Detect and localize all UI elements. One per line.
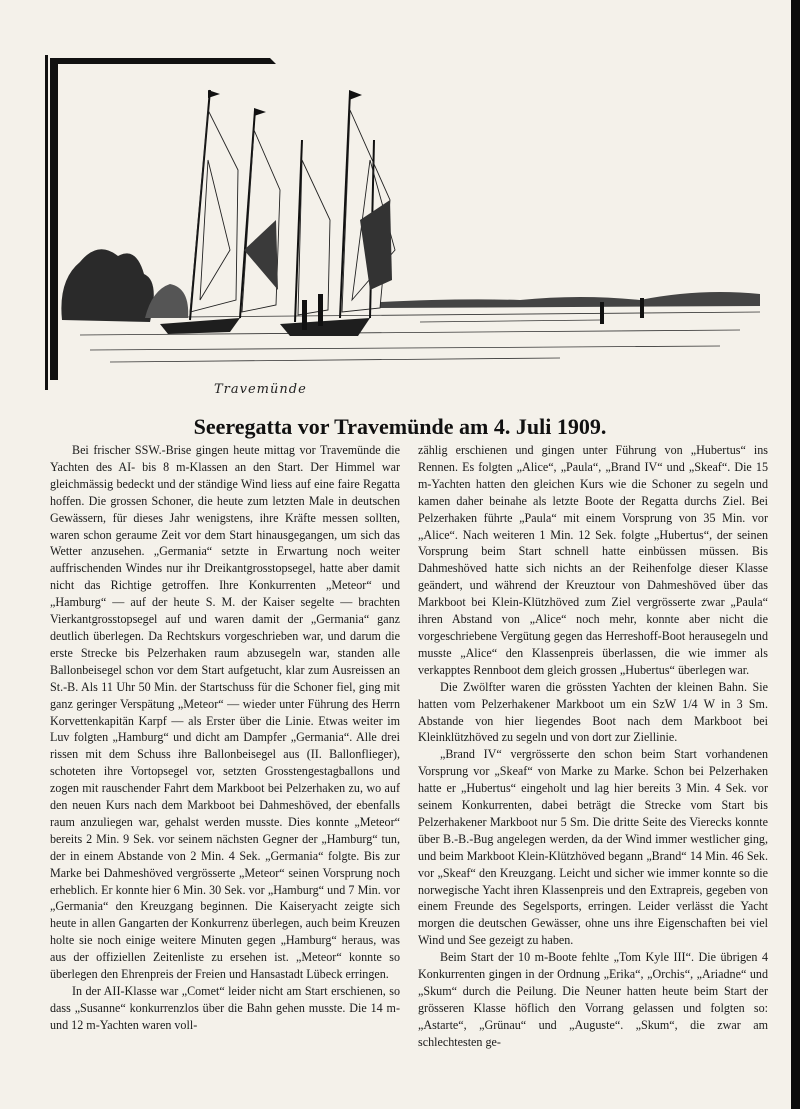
right-paragraph-2: Die Zwölfter waren die grössten Yachten der kleinen Bahn. Sie hatten vom Pelzerhakener Markboot um ein SzW 1/4 W in 3 Sm. Abstande von hier liegendes Boot nach dem Markboot bei Kleinklützhöved zu segeln und von dort zur Ziellinie. <box>418 679 768 745</box>
left-paragraph-2: In der AII-Klasse war „Comet“ leider nicht am Start erschienen, so dass „Susanne“ konkurrenzlos über die Bahn gehen musste. Die 14 m- und 12 m-Yachten waren voll- <box>50 984 400 1032</box>
right-paragraph-4: Beim Start der 10 m-Boote fehlte „Tom Kyle III“. Die übrigen 4 Konkurrenten gingen in der Ordnung „Erika“, „Orchis“, „Ariadne“ und „Skum“ durch die Peilung. Die Neuner hatten heute beim Start der grösseren Klasse höflich den Vorrang gelassen und folgten so: „Astarte“, „Grünau“ und „Auguste“. „Skum“, die zwar am schlechtesten ge- <box>418 950 768 1049</box>
right-column <box>418 442 768 1051</box>
right-paragraph-1: zählig erschienen und gingen unter Führung von „Hubertus“ ins Rennen. Es folgten „Alice“, „Paula“, „Brand IV“ und „Skeaf“. Die 15 m-Yachten hatten den gleichen Kurs wie die Schoner zu segeln und kamen daher beinahe als letzte Boote der Regatta durchs Ziel. Bei Pelzerhaken führte „Paula“ mit einem Vorsprung von 35 Min. vor „Alice“. Nach weiteren 1 Min. 12 Sek. folgte „Hubertus“, der seinen Vorsprung beim Start schnell hatte einbüssen müssen. Bis Dahmeshöved hatte sich nichts an der Reihenfolge dieser Klasse geändert, und während der Kreuztour von Dahmeshöved über das Markboot bei Klein-Klützhöved zum Ziel vergrösserte zwar „Paula“ ihren Abstand von „Alice“ noch mehr, konnte aber nicht die vorgeschriebene Vergütung gegen das Herreshoff-Boot herausegeln und musste „Alice“ den Klassenpreis überlassen, die wie immer als verkapptes Rennboot dem gleich grossen „Hubertus“ überlegen war. <box>418 443 768 677</box>
article-title: Seeregatta vor Travemünde am 4. Juli 1909. <box>193 414 607 439</box>
illustration-caption: Travemünde <box>214 382 307 397</box>
left-column <box>50 442 400 1034</box>
regatta-illustration <box>40 50 780 410</box>
page-edge-bar <box>791 0 800 1109</box>
left-paragraph-1: Bei frischer SSW.-Brise gingen heute mittag vor Travemünde die Yachten des AI- bis 8 m-Klassen an den Start. Der Himmel war gleichmässig bedeckt und der ständige Wind liess auf eine faire Regatta hoffen. Die grossen Schoner, die heute zum letzten Male in deutschen Gewässern, für dieses Jahr wenigstens, ihre Kräfte messen sollten, waren schon geraume Zeit vor dem Start hinausgegangen, um sich das Wetter anzusehen. „Germania“ setzte in Erwartung noch weiter auffrischenden Windes nur ihr Dreikantgrosstopsegel, hatte aber damit nicht das Richtige getroffen. Ihre Konkurrenten „Meteor“ und „Hamburg“ — auf der heute S. M. der Kaiser segelte — brachten Vierkantgrosstopsegel auf und waren damit der „Germania“ ganz deutlich überlegen. Da Rechtskurs vorgeschrieben war, und darum die erste Strecke bis Pelzerhaken raum abzusegeln war, standen alle Ballonbeisegel schon vor dem Start aufgetucht, klar zum Ausreissen an St.-B. Als 11 Uhr 50 Min. der Startschuss für die Schoner fiel, ging mit ganz geringer Verspätung „Meteor“ — wieder unter Führung des Herrn Korvettenkapitän Karpf — als Erster über die Linie. Etwas weiter im Luv folgten „Hamburg“ und dicht am Dampfer „Germania“. Alle drei rissen mit dem Schuss ihre Ballonbeisegel aus (II. Ballonflieger), schoteten ihre Vortopsegel vor, setzten Grosstengestagballons und zogen mit rauschender Fahrt dem Markboot bei Pelzerhaken zu, wo auf den neuen Kurs nach dem Markboot bei Dahmeshöved, der ebenfalls raum anzuliegen war, gehalst werden musste. Dies konnte „Meteor“ bereits 2 Min. 9 Sek. vor seinem nächsten Gegner der „Hamburg“ tun, der in einem Abstande von 2 Min. 4 Sek. „Germania“ folgte. Bis zur Marke bei Dahmeshöved vergrösserte „Meteor“ seinen Vorsprung noch erheblich. Er konnte hier 6 Min. 30 Sek. vor „Hamburg“ und 7 Min. vor „Germania“ den Kreuzgang beginnen. Die Kaiseryacht zeigte sich heute in allen Gangarten der Konkurrenz überlegen, auch beim Kreuzen holte sie noch einige weitere Minuten gegen „Hamburg“ heraus, was aus der offiziellen Zeitenliste zu ersehen ist. „Meteor“ konnte so überlegen den Ehrenpreis der Freien und Hansastadt Lübeck erringen. <box>50 443 400 982</box>
right-paragraph-3: „Brand IV“ vergrösserte den schon beim Start vorhandenen Vorsprung vor „Skeaf“ von Marke zu Marke. Schon bei Pelzerhaken hatte er „Hubertus“ eingeholt und lag hier bereits 3 Min. 4 Sek. vor seinem Konkurrenten, dabei beträgt die Strecke vom Start bis Pelzerhakener Markboot nur 5 Sm. Die dritte Seite des Vierecks konnte über B.-B.-Bug angelegen werden, da der Wind immer westlicher ging, und beim Markboot Klein-Klützhöved begann „Brand“ 14 Min. 46 Sek. vor „Skeaf“ den Kreuzgang. Leicht und sicher wie immer konnte so die norwegische Yacht ihren Klassenpreis und den Extrapreis, gegeben von einem Freunde des Segelsports, erringen. Leider verlässt die Yacht morgen die deutschen Gewässer, ohne uns ihre Eigenschaften bei viel Wind und See gezeigt zu haben. <box>418 747 768 948</box>
